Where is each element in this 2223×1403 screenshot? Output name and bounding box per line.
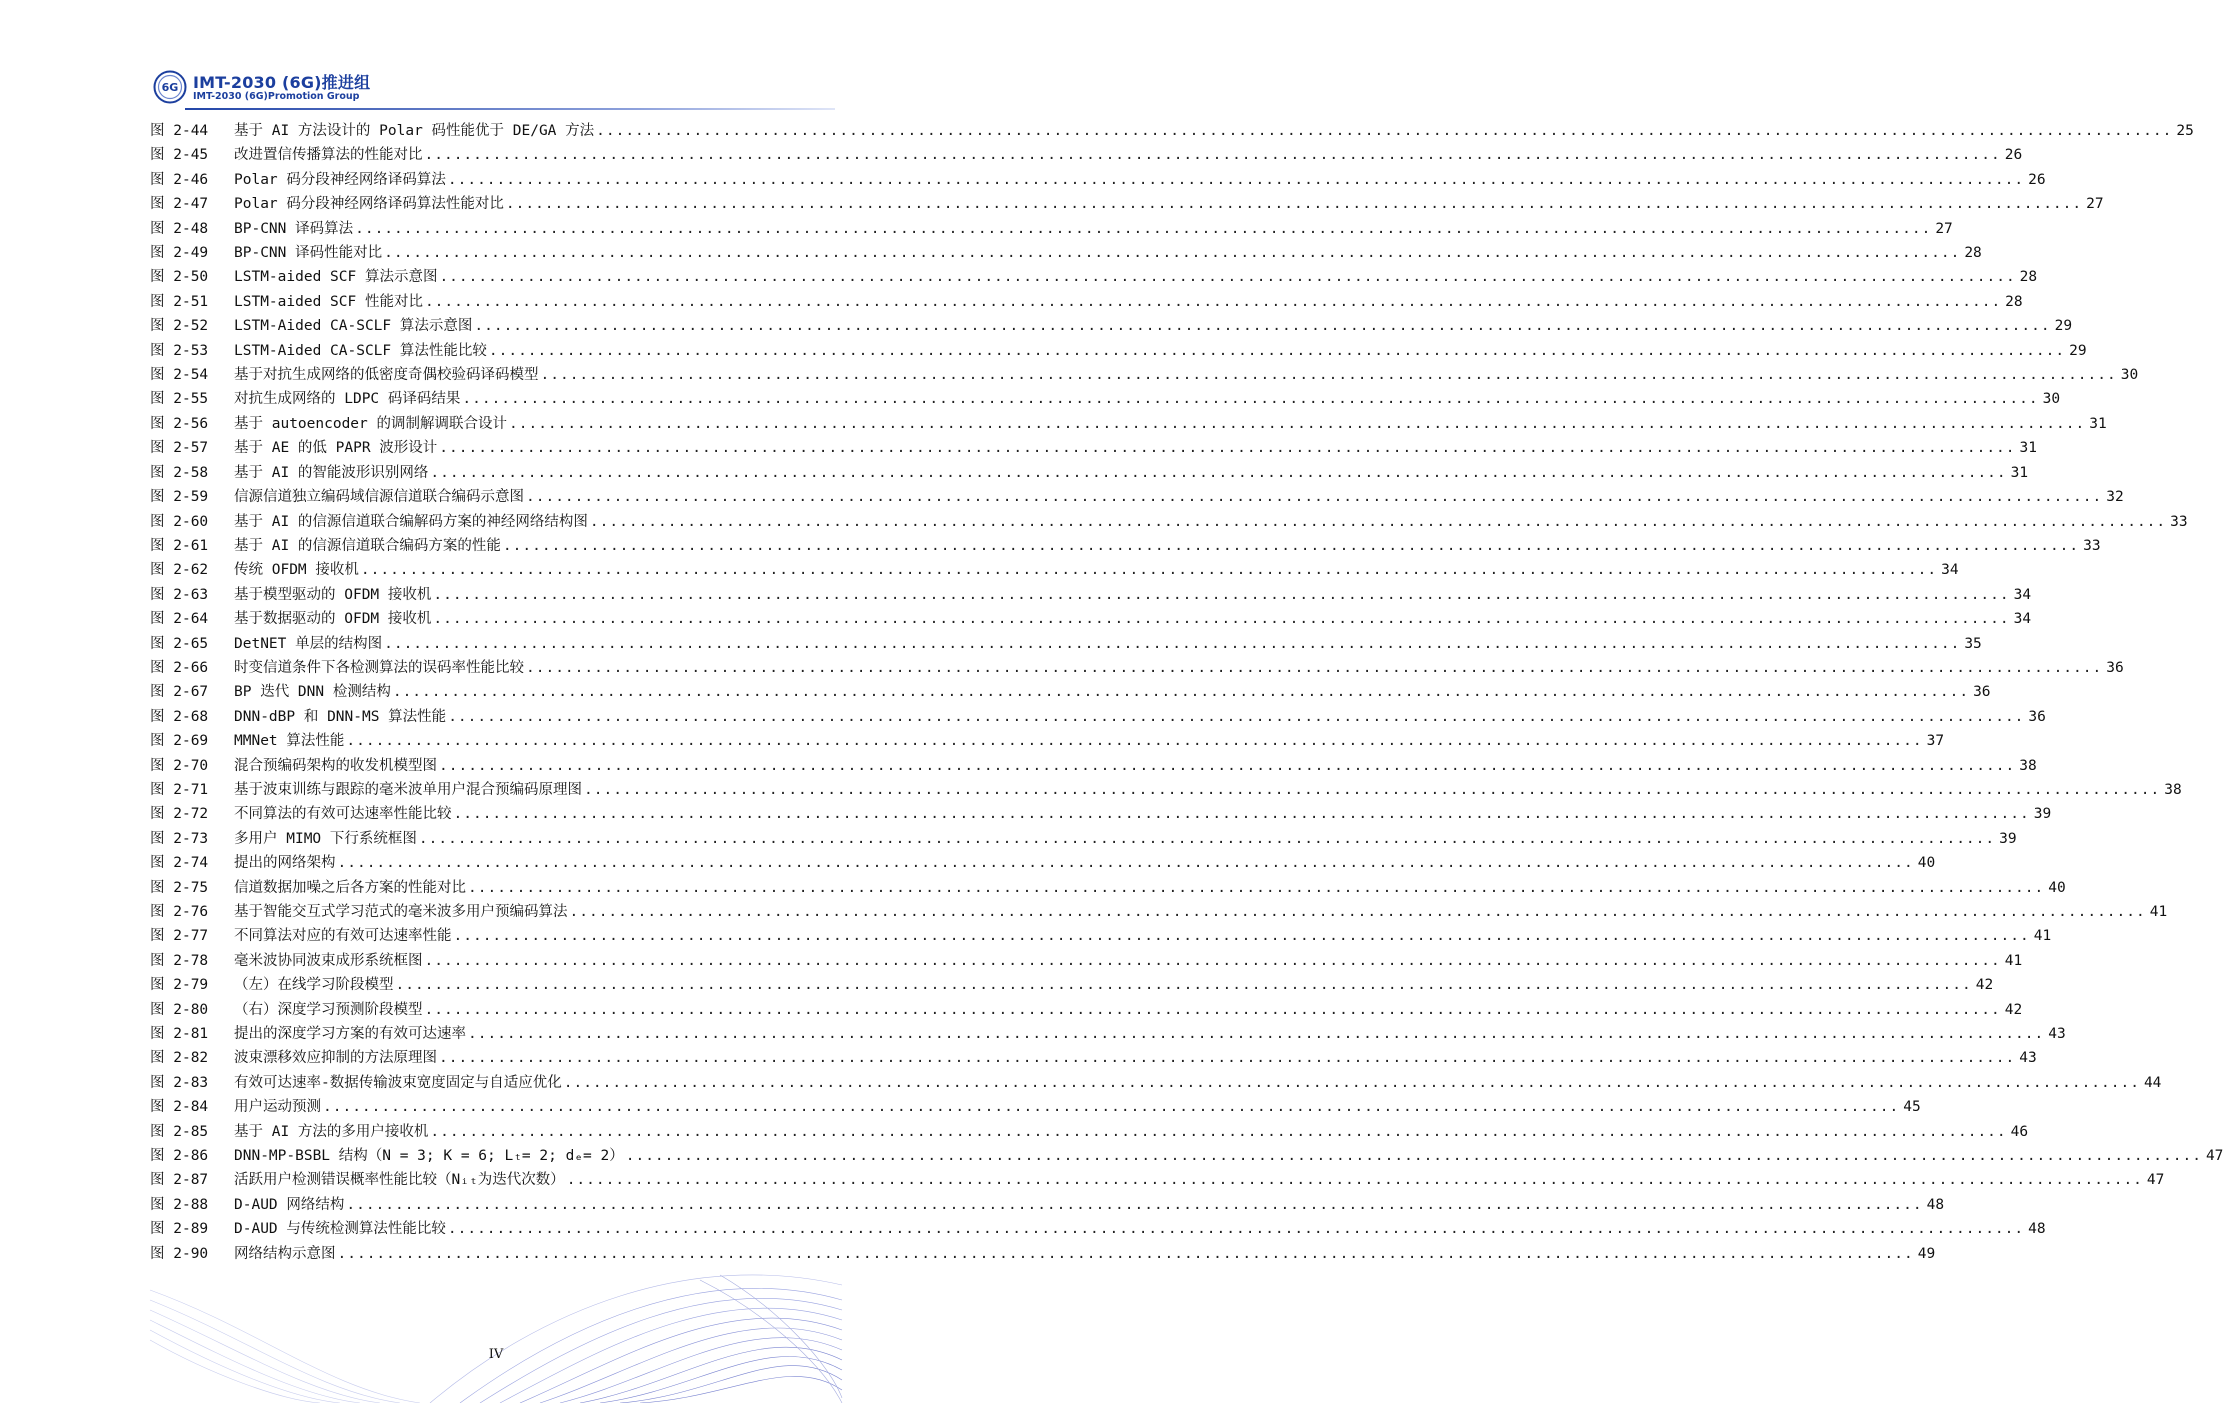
toc-entry[interactable] — [150, 387, 2061, 411]
toc-figure-number: 图 2-89 — [150, 1221, 209, 1238]
toc-page-number: 27 — [1935, 220, 1953, 237]
toc-figure-number: 图 2-84 — [150, 1099, 209, 1116]
toc-figure-number: 图 2-45 — [150, 147, 209, 164]
toc-figure-title: 改进置信传播算法的性能对比 — [234, 147, 423, 164]
toc-figure-number: 图 2-46 — [150, 171, 209, 188]
toc-leader-dots: .................................................................................................................................................................. — [462, 391, 2039, 408]
toc-page-number: 34 — [2013, 611, 2032, 628]
toc-figure-title: 时变信道条件下各检测算法的误码率性能比较 — [234, 659, 524, 676]
toc-figure-number: 图 2-75 — [150, 879, 209, 896]
toc-page-number: 48 — [1926, 1196, 1945, 1213]
toc-figure-number: 图 2-54 — [150, 367, 209, 384]
toc-leader-dots: .................................................................................................................................................................. — [337, 855, 1914, 872]
toc-entry[interactable] — [150, 241, 1982, 265]
toc-figure-title: 提出的深度学习方案的有效可达速率 — [234, 1026, 466, 1043]
toc-leader-dots: .................................................................................................................................................................. — [563, 1074, 2140, 1091]
toc-page-number: 47 — [2146, 1172, 2165, 1189]
toc-figure-title: 基于智能交互式学习范式的毫米波多用户预编码算法 — [234, 904, 568, 920]
toc-entry-body — [234, 754, 2037, 778]
toc-entry-body — [234, 924, 2052, 948]
toc-entry[interactable] — [150, 290, 2023, 314]
toc-page-number: 46 — [2010, 1123, 2029, 1140]
toc-page-number: 28 — [2005, 293, 2023, 310]
toc-leader-dots: .................................................................................................................................................................. — [424, 293, 2002, 310]
toc-page-number: 36 — [1973, 684, 1991, 701]
toc-figure-number: 图 2-83 — [150, 1074, 209, 1091]
toc-page-number: 42 — [2004, 1001, 2023, 1018]
toc-entry-body — [234, 436, 2037, 460]
toc-entry[interactable] — [150, 339, 2087, 363]
toc-leader-dots: .................................................................................................................................................................. — [453, 806, 2030, 823]
toc-figure-title: 多用户 MIMO 下行系统框图 — [234, 830, 417, 847]
toc-page-number: 47 — [2205, 1148, 2223, 1165]
toc-entry-body — [234, 632, 1982, 656]
toc-figure-number: 图 2-64 — [150, 611, 209, 628]
toc-entry-body — [234, 314, 2073, 338]
toc-entry-body — [234, 217, 1953, 241]
toc-figure-number: 图 2-74 — [150, 855, 209, 872]
toc-entry-body — [234, 680, 1991, 704]
toc-figure-title: 传统 OFDM 接收机 — [234, 562, 359, 579]
toc-figure-number: 图 2-51 — [150, 293, 209, 310]
toc-figure-number: 图 2-70 — [150, 757, 209, 774]
toc-entry-body — [234, 778, 2182, 802]
toc-entry-body — [234, 656, 2124, 680]
toc-entry[interactable] — [150, 827, 2017, 851]
decorative-wave-graphic — [0, 1270, 992, 1403]
toc-page-number: 35 — [1964, 635, 1982, 652]
toc-figure-title: D-AUD 网络结构 — [234, 1196, 345, 1213]
toc-page-number: 45 — [1903, 1099, 1921, 1116]
toc-entry[interactable] — [150, 412, 2107, 436]
toc-leader-dots: .................................................................................................................................................................. — [392, 684, 1970, 701]
toc-entry[interactable] — [150, 851, 1936, 875]
toc-entry[interactable] — [150, 558, 1959, 582]
toc-figure-title: 毫米波协同波束成形系统框图 — [234, 952, 423, 969]
toc-figure-title: BP 迭代 DNN 检测结构 — [234, 684, 391, 701]
toc-entry[interactable] — [150, 314, 2073, 338]
toc-entry-body — [234, 363, 2139, 387]
toc-entry[interactable] — [150, 900, 2168, 924]
toc-figure-title: （左）在线学习阶段模型 — [234, 977, 394, 994]
toc-page-number: 25 — [2176, 123, 2194, 139]
toc-entry[interactable] — [150, 754, 2037, 778]
toc-figure-title: 基于 AI 的信源信道联合编码方案的性能 — [234, 537, 501, 554]
toc-page-number: 29 — [2069, 342, 2087, 359]
toc-figure-number: 图 2-65 — [150, 635, 209, 652]
toc-figure-number: 图 2-63 — [150, 586, 209, 603]
toc-page-number: 34 — [1941, 562, 1959, 579]
toc-page-number: 49 — [1917, 1245, 1936, 1262]
toc-figure-title: LSTM-Aided CA-SCLF 算法性能比较 — [234, 342, 487, 359]
toc-figure-title: 波束漂移效应抑制的方法原理图 — [234, 1050, 437, 1067]
toc-figure-number: 图 2-90 — [150, 1245, 209, 1262]
toc-entry[interactable] — [150, 119, 2194, 143]
toc-entry[interactable] — [150, 1046, 2037, 1070]
toc-entry[interactable] — [150, 924, 2052, 948]
toc-entry[interactable] — [150, 1217, 2046, 1241]
toc-figure-title: 基于模型驱动的 OFDM 接收机 — [234, 586, 432, 603]
toc-entry[interactable] — [150, 973, 1994, 997]
toc-entry[interactable] — [150, 1095, 1921, 1119]
toc-entry[interactable] — [150, 510, 2188, 534]
toc-figure-number: 图 2-81 — [150, 1026, 209, 1043]
toc-entry-body — [234, 827, 2017, 851]
page-number: IV — [488, 1347, 504, 1362]
toc-figure-title: BP-CNN 译码性能对比 — [234, 245, 383, 262]
toc-leader-dots: .................................................................................................................................................................. — [424, 952, 2001, 969]
toc-entry[interactable] — [150, 680, 1991, 704]
toc-page-number: 36 — [2028, 708, 2046, 725]
toc-page-number: 40 — [1917, 855, 1936, 872]
toc-page-number: 41 — [2004, 952, 2023, 969]
toc-entry[interactable] — [150, 1242, 1936, 1266]
toc-leader-dots: .................................................................................................................................................................. — [355, 220, 1932, 237]
toc-leader-dots: .................................................................................................................................................................. — [424, 147, 2001, 164]
toc-page-number: 33 — [2170, 513, 2188, 530]
toc-entry-body — [234, 461, 2029, 485]
toc-figure-number: 图 2-76 — [150, 904, 209, 920]
toc-figure-number: 图 2-80 — [150, 1001, 209, 1018]
toc-figure-number: 图 2-69 — [150, 733, 209, 750]
toc-figure-number: 图 2-44 — [150, 123, 209, 139]
toc-entry-body — [234, 1168, 2165, 1192]
toc-page-number: 32 — [2106, 489, 2124, 506]
toc-entry-body — [234, 1120, 2029, 1144]
toc-leader-dots: .................................................................................................................................................................. — [569, 904, 2146, 920]
toc-entry[interactable] — [150, 265, 2038, 289]
toc-leader-dots: .................................................................................................................................................................. — [360, 562, 1938, 579]
toc-entry-body — [234, 412, 2107, 436]
toc-figure-number: 图 2-72 — [150, 806, 209, 823]
toc-page-number: 38 — [2019, 757, 2037, 774]
toc-entry-body — [234, 510, 2188, 534]
toc-leader-dots: .................................................................................................................................................................. — [433, 611, 2010, 628]
toc-figure-number: 图 2-58 — [150, 464, 209, 481]
toc-leader-dots: .................................................................................................................................................................. — [395, 977, 1972, 994]
toc-figure-title: 基于 AI 的信源信道联合编解码方案的神经网络结构图 — [234, 513, 588, 530]
toc-figure-number: 图 2-77 — [150, 928, 209, 945]
toc-leader-dots: .................................................................................................................................................................. — [505, 196, 2083, 213]
toc-page-number: 30 — [2120, 367, 2139, 384]
toc-page-number: 44 — [2143, 1074, 2162, 1091]
toc-figure-number: 图 2-86 — [150, 1148, 209, 1165]
toc-figure-number: 图 2-79 — [150, 977, 209, 994]
toc-figure-title: 不同算法对应的有效可达速率性能 — [234, 928, 452, 945]
toc-figure-title: 信源信道独立编码域信源信道联合编码示意图 — [234, 489, 524, 506]
toc-figure-number: 图 2-47 — [150, 196, 209, 213]
toc-leader-dots: .................................................................................................................................................................. — [430, 464, 2007, 481]
toc-figure-title: 有效可达速率-数据传输波束宽度固定与自适应优化 — [234, 1074, 562, 1091]
toc-entry-body — [234, 387, 2061, 411]
toc-page-number: 36 — [2106, 659, 2124, 676]
toc-leader-dots: .................................................................................................................................................................. — [453, 928, 2030, 945]
toc-entry[interactable] — [150, 217, 1953, 241]
toc-leader-dots: .................................................................................................................................................................. — [337, 1245, 1914, 1262]
toc-entry[interactable] — [150, 876, 2066, 900]
toc-entry-body — [234, 1071, 2162, 1095]
toc-leader-dots: .................................................................................................................................................................. — [526, 659, 2103, 676]
toc-figure-number: 图 2-59 — [150, 489, 209, 506]
toc-entry-body — [234, 265, 2038, 289]
toc-page-number: 27 — [2086, 196, 2104, 213]
toc-entry-body — [234, 1022, 2066, 1046]
toc-page-number: 38 — [2164, 781, 2182, 798]
toc-entry-body — [234, 1242, 1936, 1266]
toc-figure-title: 基于波束训练与跟踪的毫米波单用户混合预编码原理图 — [234, 781, 582, 798]
toc-figure-title: 基于对抗生成网络的低密度奇偶校验码译码模型 — [234, 367, 539, 384]
toc-figure-title: 网络结构示意图 — [234, 1245, 336, 1262]
toc-entry[interactable] — [150, 632, 1982, 656]
toc-figure-title: 基于数据驱动的 OFDM 接收机 — [234, 611, 432, 628]
toc-entry[interactable] — [150, 998, 2023, 1022]
toc-figure-number: 图 2-52 — [150, 318, 209, 335]
toc-entry[interactable] — [150, 1144, 2223, 1168]
toc-entry[interactable] — [150, 1193, 1945, 1217]
toc-page-number: 31 — [2019, 440, 2037, 457]
toc-entry[interactable] — [150, 583, 2032, 607]
toc-entry[interactable] — [150, 1120, 2029, 1144]
toc-figure-number: 图 2-66 — [150, 659, 209, 676]
toc-entry[interactable] — [150, 461, 2029, 485]
toc-leader-dots: .................................................................................................................................................................. — [439, 1050, 2016, 1067]
toc-entry-body — [234, 119, 2194, 143]
toc-page-number: 31 — [2010, 464, 2029, 481]
toc-figure-title: Polar 码分段神经网络译码算法性能对比 — [234, 196, 504, 213]
toc-entry[interactable] — [150, 802, 2052, 826]
toc-entry-body — [234, 973, 1994, 997]
toc-leader-dots: .................................................................................................................................................................. — [439, 757, 2016, 774]
toc-figure-title: D-AUD 与传统检测算法性能比较 — [234, 1221, 446, 1238]
toc-page-number: 34 — [2013, 586, 2032, 603]
toc-leader-dots: .................................................................................................................................................................. — [433, 586, 2010, 603]
toc-leader-dots: .................................................................................................................................................................. — [488, 342, 2066, 359]
toc-entry-body — [234, 290, 2023, 314]
toc-page-number: 43 — [2019, 1050, 2037, 1067]
toc-figure-number: 图 2-56 — [150, 415, 209, 432]
toc-figure-title: 用户运动预测 — [234, 1099, 321, 1116]
toc-figure-number: 图 2-55 — [150, 391, 209, 408]
toc-entry-body — [234, 729, 1945, 753]
toc-figure-number: 图 2-71 — [150, 781, 209, 798]
toc-entry[interactable] — [150, 1022, 2066, 1046]
toc-entry[interactable] — [150, 607, 2032, 631]
toc-leader-dots: .................................................................................................................................................................. — [384, 635, 1961, 652]
toc-entry-body — [234, 558, 1959, 582]
brand-title: IMT-2030 (6G)推进组 — [193, 73, 371, 92]
toc-entry-body — [234, 192, 2104, 216]
toc-entry[interactable] — [150, 1168, 2165, 1192]
toc-figure-number: 图 2-67 — [150, 684, 209, 701]
toc-leader-dots: .................................................................................................................................................................. — [468, 1026, 2045, 1043]
toc-entry[interactable] — [150, 705, 2046, 729]
toc-entry[interactable] — [150, 729, 1945, 753]
toc-entry-body — [234, 998, 2023, 1022]
toc-leader-dots: .................................................................................................................................................................. — [589, 513, 2167, 530]
toc-leader-dots: .................................................................................................................................................................. — [346, 733, 1923, 750]
toc-leader-dots: .................................................................................................................................................................. — [526, 489, 2103, 506]
toc-figure-number: 图 2-73 — [150, 830, 209, 847]
toc-figure-title: 基于 AI 方法的多用户接收机 — [234, 1123, 429, 1140]
toc-leader-dots: .................................................................................................................................................................. — [584, 781, 2161, 798]
toc-figure-title: 信道数据加噪之后各方案的性能对比 — [234, 879, 466, 896]
toc-entry-body — [234, 1217, 2046, 1241]
toc-figure-number: 图 2-48 — [150, 220, 209, 237]
toc-figure-title: （右）深度学习预测阶段模型 — [234, 1001, 423, 1018]
toc-entry-body — [234, 485, 2124, 509]
toc-entry[interactable] — [150, 778, 2182, 802]
toc-entry[interactable] — [150, 168, 2046, 192]
toc-page-number: 26 — [2028, 171, 2046, 188]
toc-figure-title: 基于 AE 的低 PAPR 波形设计 — [234, 440, 438, 457]
toc-entry-body — [234, 705, 2046, 729]
toc-figure-title: 混合预编码架构的收发机模型图 — [234, 757, 437, 774]
toc-entry[interactable] — [150, 363, 2139, 387]
toc-figure-title: 活跃用户检测错误概率性能比较（Nᵢₜ为迭代次数） — [234, 1172, 565, 1189]
toc-entry-body — [234, 1144, 2223, 1168]
toc-entry[interactable] — [150, 143, 2023, 167]
toc-page-number: 37 — [1926, 733, 1945, 750]
toc-figure-number: 图 2-60 — [150, 513, 209, 530]
toc-figure-number: 图 2-57 — [150, 440, 209, 457]
toc-figure-title: LSTM-Aided CA-SCLF 算法示意图 — [234, 318, 473, 335]
toc-leader-dots: .................................................................................................................................................................. — [430, 1123, 2007, 1140]
toc-figure-title: 基于 autoencoder 的调制解调联合设计 — [234, 415, 507, 432]
toc-figure-title: MMNet 算法性能 — [234, 733, 345, 750]
toc-entry-body — [234, 900, 2168, 924]
toc-figure-title: Polar 码分段神经网络译码算法 — [234, 171, 446, 188]
toc-figure-title: LSTM-aided SCF 性能对比 — [234, 293, 423, 310]
toc-page-number: 41 — [2033, 928, 2052, 945]
toc-leader-dots: .................................................................................................................................................................. — [439, 269, 2016, 286]
toc-leader-dots: .................................................................................................................................................................. — [566, 1172, 2143, 1189]
toc-leader-dots: .................................................................................................................................................................. — [346, 1196, 1923, 1213]
toc-leader-dots: .................................................................................................................................................................. — [447, 1221, 2025, 1238]
toc-entry[interactable] — [150, 656, 2124, 680]
toc-page-number: 41 — [2149, 904, 2168, 920]
toc-figure-number: 图 2-87 — [150, 1172, 209, 1189]
toc-figure-title: BP-CNN 译码算法 — [234, 220, 354, 237]
toc-page-number: 33 — [2083, 537, 2101, 554]
toc-leader-dots: .................................................................................................................................................................. — [448, 708, 2025, 725]
toc-entry-body — [234, 802, 2052, 826]
toc-figure-title: LSTM-aided SCF 算法示意图 — [234, 269, 438, 286]
toc-entry[interactable] — [150, 436, 2037, 460]
toc-entry-body — [234, 168, 2046, 192]
toc-leader-dots: .................................................................................................................................................................. — [424, 1001, 2001, 1018]
toc-figure-title: DNN-dBP 和 DNN-MS 算法性能 — [234, 708, 447, 725]
toc-page-number: 43 — [2048, 1026, 2066, 1043]
page-header — [153, 66, 835, 110]
toc-page-number: 30 — [2042, 391, 2061, 408]
toc-entry-body — [234, 876, 2066, 900]
toc-page-number: 48 — [2028, 1221, 2046, 1238]
toc-entry-body — [234, 1046, 2037, 1070]
toc-page-number: 39 — [2033, 806, 2052, 823]
toc-page-number: 40 — [2048, 879, 2066, 896]
toc-figure-number: 图 2-85 — [150, 1123, 209, 1140]
toc-leader-dots: .................................................................................................................................................................. — [447, 171, 2025, 188]
toc-figure-title: DetNET 单层的结构图 — [234, 635, 383, 652]
toc-entry-body — [234, 241, 1982, 265]
toc-figure-number: 图 2-49 — [150, 245, 209, 262]
toc-entry-body — [234, 851, 1936, 875]
toc-entry-body — [234, 949, 2023, 973]
toc-entry-body — [234, 1095, 1921, 1119]
toc-leader-dots: .................................................................................................................................................................. — [540, 367, 2117, 384]
toc-figure-number: 图 2-88 — [150, 1196, 209, 1213]
brand-subtitle: IMT-2030 (6G)Promotion Group — [193, 91, 360, 102]
toc-entry[interactable] — [150, 485, 2124, 509]
toc-leader-dots: .................................................................................................................................................................. — [596, 123, 2173, 139]
header-divider — [185, 108, 835, 110]
toc-page-number: 29 — [2054, 318, 2073, 335]
toc-leader-dots: .................................................................................................................................................................. — [625, 1148, 2202, 1165]
toc-entry-body — [234, 534, 2101, 558]
toc-page-number: 28 — [2019, 269, 2038, 286]
logo-text: 6G — [161, 81, 179, 94]
toc-figure-number: 图 2-62 — [150, 562, 209, 579]
toc-leader-dots: .................................................................................................................................................................. — [474, 318, 2051, 335]
toc-figure-title: 提出的网络架构 — [234, 855, 336, 872]
toc-entry-body — [234, 607, 2032, 631]
toc-entry[interactable] — [150, 192, 2104, 216]
toc-figure-title: 对抗生成网络的 LDPC 码译码结果 — [234, 391, 461, 408]
toc-figure-number: 图 2-78 — [150, 952, 209, 969]
toc-figure-title: 不同算法的有效可达速率性能比较 — [234, 806, 452, 823]
toc-page-number: 42 — [1975, 977, 1994, 994]
toc-leader-dots: .................................................................................................................................................................. — [439, 440, 2016, 457]
toc-figure-number: 图 2-53 — [150, 342, 209, 359]
toc-figure-number: 图 2-61 — [150, 537, 209, 554]
toc-entry-body — [234, 339, 2087, 363]
toc-page-number: 31 — [2089, 415, 2107, 432]
toc-entry-body — [234, 143, 2023, 167]
toc-leader-dots: .................................................................................................................................................................. — [384, 245, 1961, 262]
toc-figure-number: 图 2-68 — [150, 708, 209, 725]
toc-entry[interactable] — [150, 534, 2101, 558]
toc-leader-dots: .................................................................................................................................................................. — [418, 830, 1996, 847]
toc-page-number: 39 — [1999, 830, 2017, 847]
toc-figure-title: 基于 AI 的智能波形识别网络 — [234, 464, 429, 481]
toc-entry[interactable] — [150, 949, 2023, 973]
toc-page-number: 26 — [2004, 147, 2023, 164]
toc-leader-dots: .................................................................................................................................................................. — [468, 879, 2045, 896]
toc-leader-dots: .................................................................................................................................................................. — [509, 415, 2086, 432]
toc-figure-number: 图 2-50 — [150, 269, 209, 286]
toc-figure-number: 图 2-82 — [150, 1050, 209, 1067]
toc-leader-dots: .................................................................................................................................................................. — [502, 537, 2080, 554]
toc-entry-body — [234, 1193, 1945, 1217]
toc-page-number: 28 — [1964, 245, 1982, 262]
toc-leader-dots: .................................................................................................................................................................. — [323, 1099, 1900, 1116]
toc-figure-title: DNN-MP-BSBL 结构（N = 3; K = 6; Lₜ= 2; dₑ= 2） — [234, 1148, 624, 1165]
list-of-figures — [150, 119, 2223, 1266]
imt-2030-logo-icon — [153, 70, 187, 104]
toc-entry-body — [234, 583, 2032, 607]
toc-figure-title: 基于 AI 方法设计的 Polar 码性能优于 DE/GA 方法 — [234, 123, 595, 139]
toc-entry[interactable] — [150, 1071, 2162, 1095]
